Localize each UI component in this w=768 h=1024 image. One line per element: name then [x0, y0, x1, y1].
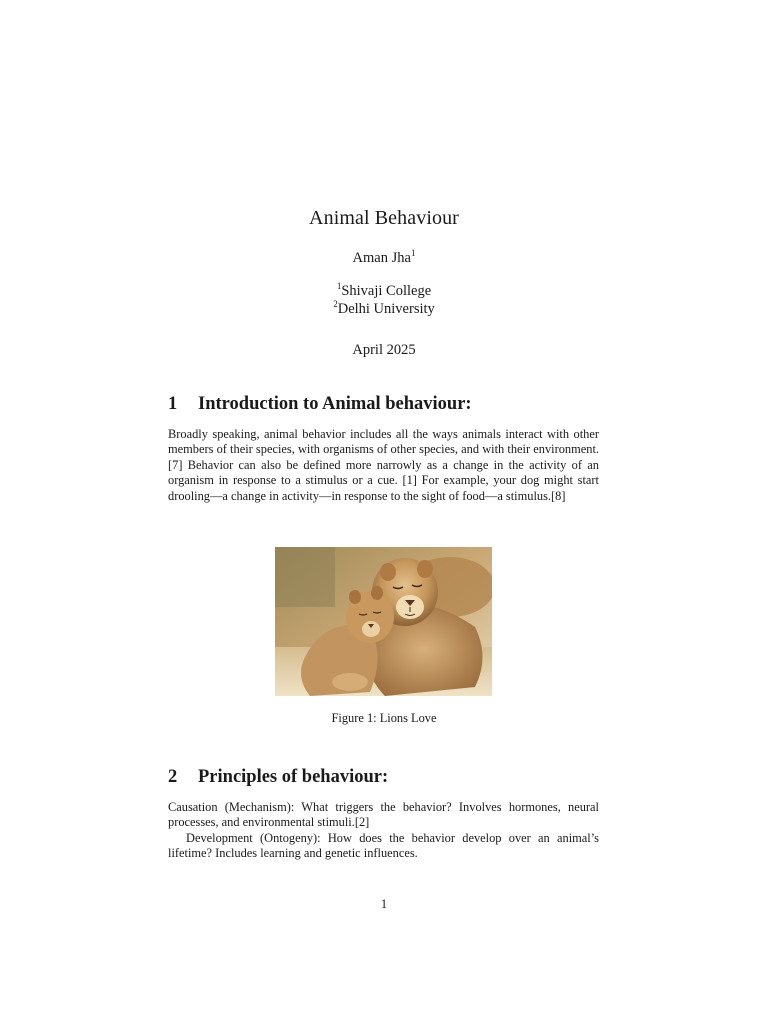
- section-2-number: 2: [168, 767, 178, 787]
- lions-photo: [275, 547, 492, 696]
- author-affil-mark: 1: [410, 248, 416, 258]
- section-1-title: Introduction to Animal behaviour:: [198, 394, 472, 414]
- affiliation-1-mark: 1: [336, 281, 342, 291]
- section-1-paragraph: Broadly speaking, animal behavior includes all the ways animals interact with other members of their species, with organisms of other species, and with their environment.[7] Behavior can also be defined more narrowly as a change in the activity of an organism in response to a stimulus or a cue. [1] For example, your dog might start drooling—a change in activity—in response to the sight of food—a stimulus.[8]: [168, 427, 599, 503]
- affiliation-1-name: Shivaji College: [341, 283, 432, 299]
- paper-date: April 2025: [352, 342, 416, 358]
- paper-title: Animal Behaviour: [309, 207, 459, 229]
- affiliation-2-mark: 2: [333, 299, 338, 309]
- author-line: [0, 250, 768, 267]
- section-1-number: 1: [168, 394, 178, 414]
- affiliation-2-name: Delhi University: [337, 301, 435, 317]
- affiliation-1: [0, 282, 768, 300]
- author-name: Aman Jha: [352, 250, 411, 266]
- section-2-title: Principles of behaviour:: [198, 767, 389, 787]
- affiliation-2: [0, 300, 768, 318]
- section-2-paragraph-1: Causation (Mechanism): What triggers the behavior? Involves hormones, neural processes, and environmental stimuli.[2]: [168, 800, 599, 830]
- section-2-heading: [168, 767, 388, 788]
- section-2-paragraph-2: Development (Ontogeny): How does the behavior develop over an animal’s lifetime? Includes learning and genetic influences.: [168, 830, 599, 861]
- section-1-heading: [168, 394, 472, 415]
- affiliations: [0, 282, 768, 318]
- figure-caption: Figure 1: Lions Love: [331, 711, 437, 725]
- page-number: 1: [380, 897, 388, 911]
- section-2-body: [168, 800, 599, 862]
